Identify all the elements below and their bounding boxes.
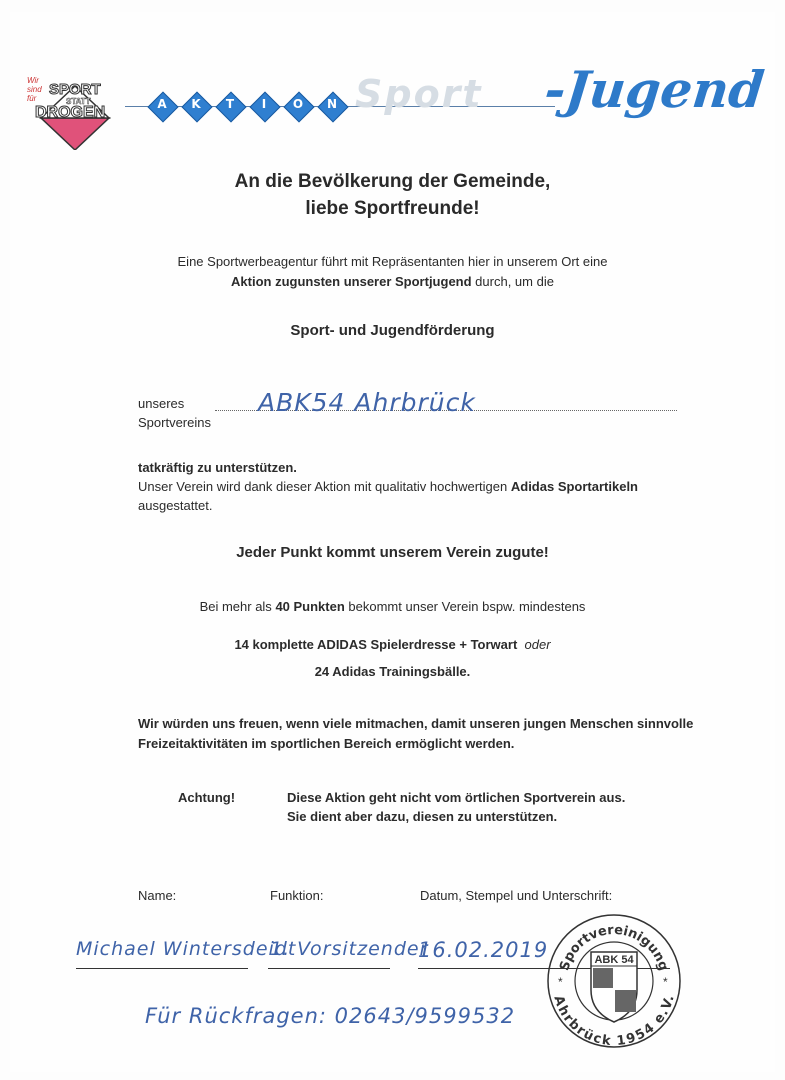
jeder-punkt-heading: Jeder Punkt kommt unserem Verein zugute! [236,544,549,561]
closing-paragraph: Wir würden uns freuen, wenn viele mitmachen, damit unseren jungen Menschen sinnvolle Freizeitaktivitäten im sportlichen Bereich ermöglicht werden. [138,716,694,751]
achtung-line-2: Sie dient aber dazu, diesen zu unterstützen. [287,809,558,824]
achtung-line-1: Diese Aktion geht nicht vom örtlichen Sportverein aus. [287,790,626,805]
aktion-letter: I [261,97,267,111]
aktion-letter: N [326,97,338,111]
aktion-letter: A [157,97,167,111]
verein-label-2: Sportvereins [138,415,211,430]
sport-wordmark: Sport [355,72,483,116]
para1-end: ausgestattet. [138,498,213,513]
sport-statt-drogen-logo [27,76,117,150]
intro-bold: Aktion zugunsten unserer Sportjugend [231,274,472,289]
aktion-letter: K [191,97,201,111]
logo-line3: DROGEN [35,104,106,121]
svg-text:*: * [663,975,668,989]
function-value: 1. Vorsitzender [270,938,429,960]
option-1 [0,637,785,652]
phone-note: Für Rückfragen: 02643/9599532 [145,1004,516,1028]
achtung-text [287,788,625,826]
title-line-2: liebe Sportfreunde! [305,198,480,219]
verein-handwritten-value: ABK54 Ahrbrück [258,388,476,417]
support-bold: tatkräftig zu unterstützen. [138,460,297,475]
name-label: Name: [138,888,177,903]
name-line [76,968,248,969]
para1-bold: Adidas Sportartikeln [510,479,638,494]
jugend-wordmark: -Jugend [541,60,767,119]
option-2: 24 Adidas Trainingsbälle. [314,664,471,679]
logo-line1: SPORT [49,81,101,98]
intro-paragraph [0,252,785,292]
logo-tagline: Wir sind für [27,76,42,103]
logo-line2: STATT [66,97,91,106]
function-label: Funktion: [270,888,324,903]
function-line [268,968,390,969]
title-line-1: An die Bevölkerung der Gemeinde, [234,171,551,192]
intro-rest: durch, um die [471,274,554,289]
bei-pre: Bei mehr als [199,599,276,614]
club-stamp [545,912,683,1050]
para1-text: Unser Verein wird dank dieser Aktion mit qualitativ hochwertigen [138,479,511,494]
verein-label [138,394,211,432]
bei-post: bekommt unser Verein bspw. mindestens [344,599,586,614]
option-1-text: 14 komplette ADIDAS Spielerdresse + Torwart [234,637,518,652]
aktion-letter: O [292,97,304,111]
bei-bold: 40 Punkten [275,599,345,614]
date-value: 16.02.2019 [418,938,549,962]
foerderung-heading: Sport- und Jugendförderung [290,322,495,339]
name-value: Michael Wintersdeidt [76,938,297,960]
stamp-bottom-text: Ahrbrück 1954 e.V. [550,993,678,1050]
para1-line [138,477,696,496]
letter-title [0,168,785,222]
date-label: Datum, Stempel und Unterschrift: [420,888,613,903]
verein-label-1: unseres [138,396,185,411]
intro-line-2 [0,272,785,292]
stamp-top-text: Sportvereinigung [557,922,671,973]
option-or: oder [524,637,551,652]
intro-line-1: Eine Sportwerbeagentur führt mit Repräsentanten hier in unserem Ort eine [177,254,608,269]
points-line [0,599,785,614]
aktion-letter: T [225,97,235,111]
svg-text:*: * [558,975,563,989]
support-paragraph [138,458,696,515]
achtung-label: Achtung! [178,790,236,805]
stamp-shield-text: ABK 54 [594,954,634,966]
